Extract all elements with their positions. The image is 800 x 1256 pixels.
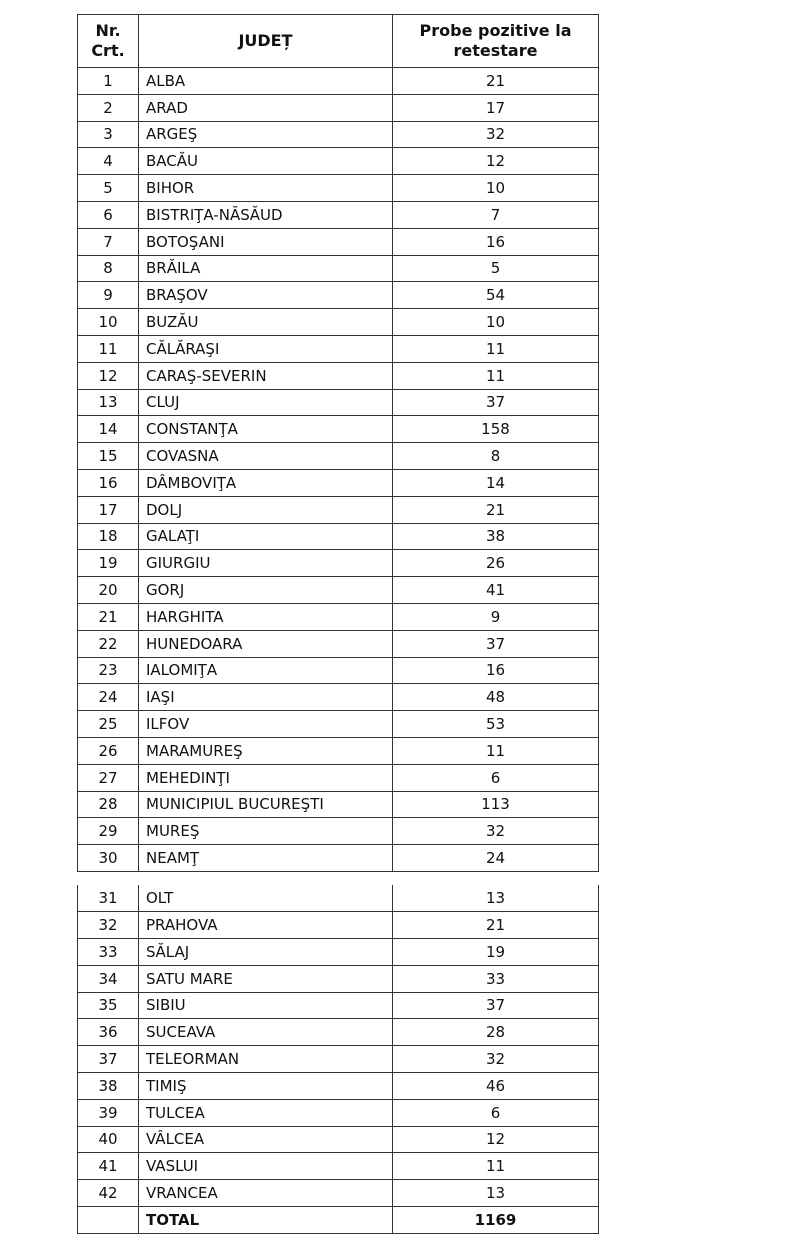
row-number: 24 <box>78 684 139 711</box>
county-name: CĂLĂRAŞI <box>139 335 393 362</box>
county-name: BUZĂU <box>139 309 393 336</box>
table-row <box>78 1046 599 1073</box>
positive-count: 41 <box>393 577 599 604</box>
row-number: 23 <box>78 657 139 684</box>
table-row <box>78 657 599 684</box>
positive-count: 24 <box>393 845 599 872</box>
county-name: ILFOV <box>139 711 393 738</box>
county-table-part-1 <box>77 14 599 872</box>
county-name: CONSTANŢA <box>139 416 393 443</box>
row-number: 29 <box>78 818 139 845</box>
county-name: BOTOŞANI <box>139 228 393 255</box>
county-name: SĂLAJ <box>139 939 393 966</box>
table-row <box>78 1153 599 1180</box>
row-number: 17 <box>78 496 139 523</box>
positive-count: 11 <box>393 1153 599 1180</box>
table-row <box>78 577 599 604</box>
positive-count: 10 <box>393 309 599 336</box>
county-name: HARGHITA <box>139 603 393 630</box>
positive-count: 53 <box>393 711 599 738</box>
row-number: 36 <box>78 1019 139 1046</box>
county-name: TIMIŞ <box>139 1072 393 1099</box>
table-row <box>78 1072 599 1099</box>
table-row <box>78 389 599 416</box>
positive-count: 12 <box>393 148 599 175</box>
county-name: TULCEA <box>139 1099 393 1126</box>
table-row <box>78 309 599 336</box>
row-number: 31 <box>78 885 139 912</box>
county-name: ALBA <box>139 68 393 95</box>
positive-count: 48 <box>393 684 599 711</box>
county-name: ARGEŞ <box>139 121 393 148</box>
county-name: OLT <box>139 885 393 912</box>
table-row <box>78 711 599 738</box>
header-nr: Nr. Crt. <box>78 15 139 68</box>
row-number: 1 <box>78 68 139 95</box>
row-number: 25 <box>78 711 139 738</box>
row-number: 32 <box>78 912 139 939</box>
row-number: 39 <box>78 1099 139 1126</box>
positive-count: 5 <box>393 255 599 282</box>
total-empty-cell <box>78 1206 139 1233</box>
row-number: 20 <box>78 577 139 604</box>
positive-count: 113 <box>393 791 599 818</box>
row-number: 4 <box>78 148 139 175</box>
positive-count: 26 <box>393 550 599 577</box>
row-number: 30 <box>78 845 139 872</box>
row-number: 3 <box>78 121 139 148</box>
positive-count: 11 <box>393 362 599 389</box>
table-row <box>78 469 599 496</box>
county-name: CARAŞ-SEVERIN <box>139 362 393 389</box>
row-number: 13 <box>78 389 139 416</box>
county-name: MUREŞ <box>139 818 393 845</box>
header-judet: JUDEȚ <box>139 15 393 68</box>
row-number: 18 <box>78 523 139 550</box>
county-name: BACĂU <box>139 148 393 175</box>
table-row <box>78 939 599 966</box>
table-row <box>78 416 599 443</box>
row-number: 11 <box>78 335 139 362</box>
table-row <box>78 175 599 202</box>
table-row <box>78 443 599 470</box>
positive-count: 21 <box>393 496 599 523</box>
county-name: VÂLCEA <box>139 1126 393 1153</box>
positive-count: 54 <box>393 282 599 309</box>
county-name: MARAMUREŞ <box>139 737 393 764</box>
positive-count: 32 <box>393 1046 599 1073</box>
positive-count: 6 <box>393 1099 599 1126</box>
table-row <box>78 630 599 657</box>
table-row <box>78 1180 599 1207</box>
county-name: VRANCEA <box>139 1180 393 1207</box>
table-row <box>78 1099 599 1126</box>
table-row <box>78 818 599 845</box>
positive-count: 8 <box>393 443 599 470</box>
county-name: IALOMIŢA <box>139 657 393 684</box>
table-row <box>78 523 599 550</box>
county-name: GALAŢI <box>139 523 393 550</box>
positive-count: 14 <box>393 469 599 496</box>
row-number: 5 <box>78 175 139 202</box>
row-number: 7 <box>78 228 139 255</box>
county-table-part-2 <box>77 885 599 1234</box>
county-name: CLUJ <box>139 389 393 416</box>
positive-count: 21 <box>393 912 599 939</box>
positive-count: 10 <box>393 175 599 202</box>
table-row <box>78 362 599 389</box>
positive-count: 158 <box>393 416 599 443</box>
table-row <box>78 603 599 630</box>
row-number: 8 <box>78 255 139 282</box>
positive-count: 9 <box>393 603 599 630</box>
row-number: 14 <box>78 416 139 443</box>
total-label: TOTAL <box>139 1206 393 1233</box>
positive-count: 28 <box>393 1019 599 1046</box>
county-name: DOLJ <box>139 496 393 523</box>
county-table-wrapper <box>77 14 598 1234</box>
county-name: DÂMBOVIŢA <box>139 469 393 496</box>
row-number: 27 <box>78 764 139 791</box>
positive-count: 37 <box>393 992 599 1019</box>
table-row <box>78 737 599 764</box>
county-name: GORJ <box>139 577 393 604</box>
county-name: GIURGIU <box>139 550 393 577</box>
row-number: 10 <box>78 309 139 336</box>
county-name: IAŞI <box>139 684 393 711</box>
positive-count: 32 <box>393 121 599 148</box>
row-number: 22 <box>78 630 139 657</box>
positive-count: 33 <box>393 965 599 992</box>
county-name: MEHEDINŢI <box>139 764 393 791</box>
positive-count: 6 <box>393 764 599 791</box>
county-name: MUNICIPIUL BUCUREŞTI <box>139 791 393 818</box>
county-name: SATU MARE <box>139 965 393 992</box>
row-number: 40 <box>78 1126 139 1153</box>
positive-count: 37 <box>393 630 599 657</box>
table-row <box>78 1019 599 1046</box>
county-name: SIBIU <box>139 992 393 1019</box>
row-number: 19 <box>78 550 139 577</box>
positive-count: 13 <box>393 1180 599 1207</box>
county-name: TELEORMAN <box>139 1046 393 1073</box>
header-row <box>78 15 599 68</box>
county-name: NEAMŢ <box>139 845 393 872</box>
table-row <box>78 121 599 148</box>
table-row <box>78 201 599 228</box>
county-name: COVASNA <box>139 443 393 470</box>
county-name: HUNEDOARA <box>139 630 393 657</box>
positive-count: 38 <box>393 523 599 550</box>
table-row <box>78 94 599 121</box>
row-number: 9 <box>78 282 139 309</box>
county-name: BIHOR <box>139 175 393 202</box>
county-name: BRĂILA <box>139 255 393 282</box>
county-name: SUCEAVA <box>139 1019 393 1046</box>
table-row <box>78 282 599 309</box>
row-number: 34 <box>78 965 139 992</box>
row-number: 28 <box>78 791 139 818</box>
positive-count: 11 <box>393 335 599 362</box>
positive-count: 17 <box>393 94 599 121</box>
positive-count: 11 <box>393 737 599 764</box>
positive-count: 13 <box>393 885 599 912</box>
table-row <box>78 992 599 1019</box>
table-row <box>78 912 599 939</box>
table-row <box>78 148 599 175</box>
positive-count: 21 <box>393 68 599 95</box>
row-number: 6 <box>78 201 139 228</box>
header-probe: Probe pozitive la retestare <box>393 15 599 68</box>
row-number: 2 <box>78 94 139 121</box>
positive-count: 19 <box>393 939 599 966</box>
row-number: 12 <box>78 362 139 389</box>
county-name: VASLUI <box>139 1153 393 1180</box>
positive-count: 46 <box>393 1072 599 1099</box>
positive-count: 16 <box>393 228 599 255</box>
row-number: 21 <box>78 603 139 630</box>
positive-count: 37 <box>393 389 599 416</box>
table-row <box>78 228 599 255</box>
table-row <box>78 764 599 791</box>
row-number: 15 <box>78 443 139 470</box>
row-number: 26 <box>78 737 139 764</box>
county-name: PRAHOVA <box>139 912 393 939</box>
county-name: BRAŞOV <box>139 282 393 309</box>
row-number: 33 <box>78 939 139 966</box>
table-row <box>78 1126 599 1153</box>
row-number: 41 <box>78 1153 139 1180</box>
row-number: 35 <box>78 992 139 1019</box>
county-name: ARAD <box>139 94 393 121</box>
table-row <box>78 684 599 711</box>
county-name: BISTRIŢA-NĂSĂUD <box>139 201 393 228</box>
positive-count: 16 <box>393 657 599 684</box>
table-row <box>78 885 599 912</box>
total-row <box>78 1206 599 1233</box>
row-number: 42 <box>78 1180 139 1207</box>
table-row <box>78 845 599 872</box>
row-number: 38 <box>78 1072 139 1099</box>
table-row <box>78 550 599 577</box>
positive-count: 12 <box>393 1126 599 1153</box>
row-number: 16 <box>78 469 139 496</box>
row-number: 37 <box>78 1046 139 1073</box>
table-row <box>78 335 599 362</box>
positive-count: 7 <box>393 201 599 228</box>
total-value: 1169 <box>393 1206 599 1233</box>
table-row <box>78 255 599 282</box>
positive-count: 32 <box>393 818 599 845</box>
table-row <box>78 965 599 992</box>
table-row <box>78 496 599 523</box>
table-row <box>78 791 599 818</box>
table-row <box>78 68 599 95</box>
